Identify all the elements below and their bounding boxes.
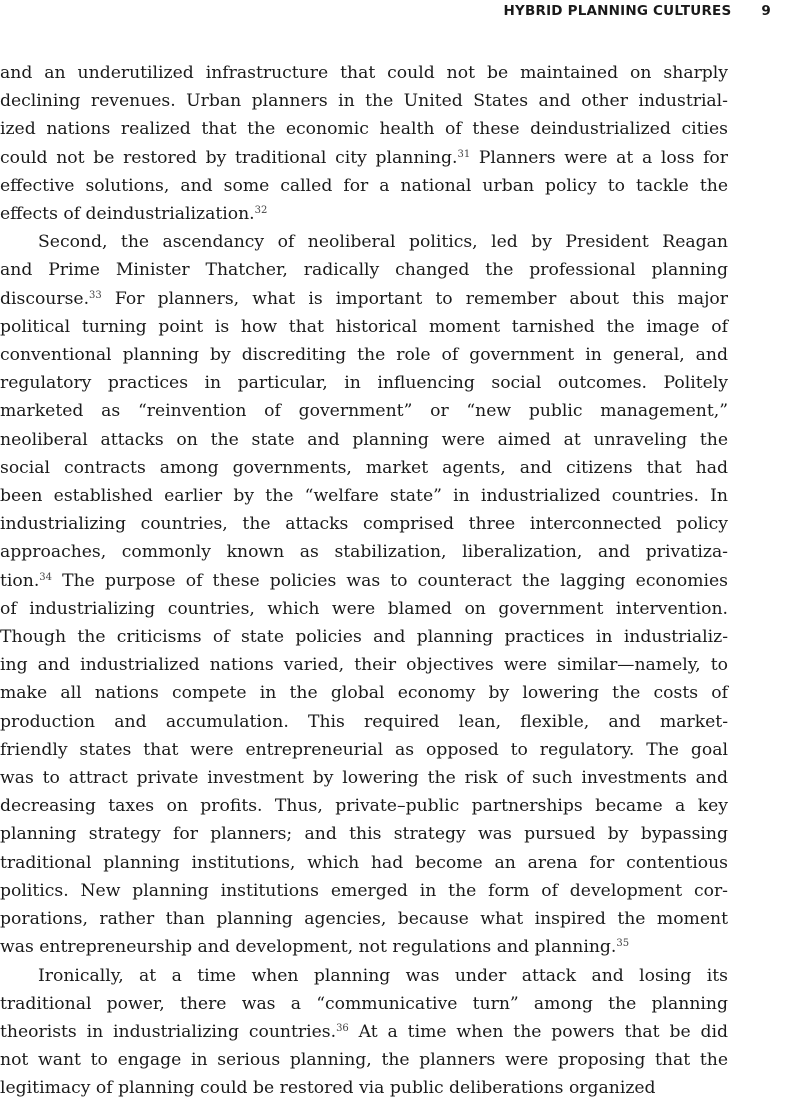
text-line — [0, 285, 728, 313]
paragraph — [0, 59, 728, 228]
text-line: political turning point is how that historical moment tarnished the image of — [0, 316, 728, 337]
text-line: marketed as “reinvention of government” or “new public management,” — [0, 401, 728, 422]
text-line: not want to engage in serious planning, the planners were proposing that the — [0, 1050, 728, 1071]
page-number: 9 — [761, 3, 771, 19]
text-line: and an underutilized infrastructure that could not be maintained on sharply — [0, 63, 728, 83]
text-line: Ironically, at a time when planning was under attack and losing its — [38, 965, 728, 986]
footnote-marker[interactable]: 35 — [616, 938, 630, 950]
footnote-marker[interactable]: 32 — [254, 205, 268, 217]
text-line: ing and industrialized nations varied, their objectives were similar—namely, to — [0, 655, 728, 676]
running-head-title: HYBRID PLANNING CULTURES — [503, 3, 732, 19]
text-line — [0, 1018, 728, 1046]
text-segment: Planners were at a loss for — [470, 147, 728, 168]
text-line: politics. New planning institutions emerged in the form of development cor- — [0, 880, 728, 901]
text-segment: For planners, what is important to remember about this major — [101, 288, 728, 309]
text-line: porations, rather than planning agencies, because what inspired the moment — [0, 909, 728, 930]
footnote-marker[interactable]: 34 — [39, 571, 53, 583]
footnote-marker[interactable]: 36 — [336, 1022, 349, 1034]
text-line: neoliberal attacks on the state and planning were aimed at unraveling the — [0, 429, 728, 450]
text-line: of industrializing countries, which were blamed on government intervention. — [0, 598, 728, 619]
paragraph — [0, 228, 728, 961]
text-line: industrializing countries, the attacks comprised three interconnected policy — [0, 514, 728, 535]
text-segment: was entrepreneurship and development, not regulations and planning. — [0, 937, 617, 958]
text-line: legitimacy of planning could be restored via public deliberations organized — [0, 1078, 656, 1099]
text-line: traditional planning institutions, which had become an arena for contentious — [0, 852, 728, 873]
text-line: production and accumulation. This required lean, flexible, and market- — [0, 711, 728, 732]
text-segment: effects of deindustrialization. — [0, 204, 255, 225]
text-segment: At a time when the powers that be did — [348, 1021, 728, 1042]
paragraph — [0, 962, 728, 1103]
running-head — [504, 0, 771, 22]
text-line — [0, 200, 728, 228]
text-line: Though the criticisms of state policies and planning practices in industrializ- — [0, 627, 728, 648]
footnote-marker[interactable]: 31 — [457, 148, 471, 160]
text-line: effective solutions, and some called for a national urban policy to tackle the — [0, 175, 728, 196]
text-line: regulatory practices in particular, in influencing social outcomes. Politely — [0, 373, 728, 394]
text-line: declining revenues. Urban planners in the United States and other industrial- — [0, 91, 728, 112]
footnote-marker[interactable]: 33 — [89, 289, 102, 301]
text-line — [0, 567, 728, 595]
text-line: traditional power, there was a “communicative turn” among the planning — [0, 993, 728, 1014]
text-segment: discourse. — [0, 288, 90, 309]
text-line: approaches, commonly known as stabilization, liberalization, and privatiza- — [0, 542, 728, 563]
text-segment: theorists in industrializing countries. — [0, 1021, 337, 1042]
text-line — [0, 144, 728, 172]
text-line: planning strategy for planners; and this strategy was pursued by bypassing — [0, 824, 728, 845]
text-line: been established earlier by the “welfare state” in industrialized countries. In — [0, 486, 728, 507]
body-text — [0, 59, 728, 1103]
text-line: Second, the ascendancy of neoliberal politics, led by President Reagan — [38, 232, 728, 253]
text-line: decreasing taxes on profits. Thus, private–public partnerships became a key — [0, 796, 728, 817]
text-segment: The purpose of these policies was to counteract the lagging economies — [52, 570, 728, 591]
text-segment: tion. — [0, 570, 40, 591]
text-line — [0, 933, 728, 961]
text-line: was to attract private investment by lowering the risk of such investments and — [0, 768, 728, 789]
text-line: friendly states that were entrepreneurial as opposed to regulatory. The goal — [0, 739, 728, 760]
text-segment: could not be restored by traditional city planning. — [0, 147, 458, 168]
text-line: ized nations realized that the economic health of these deindustrialized cities — [0, 119, 728, 140]
text-line: make all nations compete in the global economy by lowering the costs of — [0, 683, 728, 704]
text-line: conventional planning by discrediting the role of government in general, and — [0, 345, 728, 366]
text-line: and Prime Minister Thatcher, radically changed the professional planning — [0, 260, 728, 281]
text-line: social contracts among governments, market agents, and citizens that had — [0, 457, 728, 478]
